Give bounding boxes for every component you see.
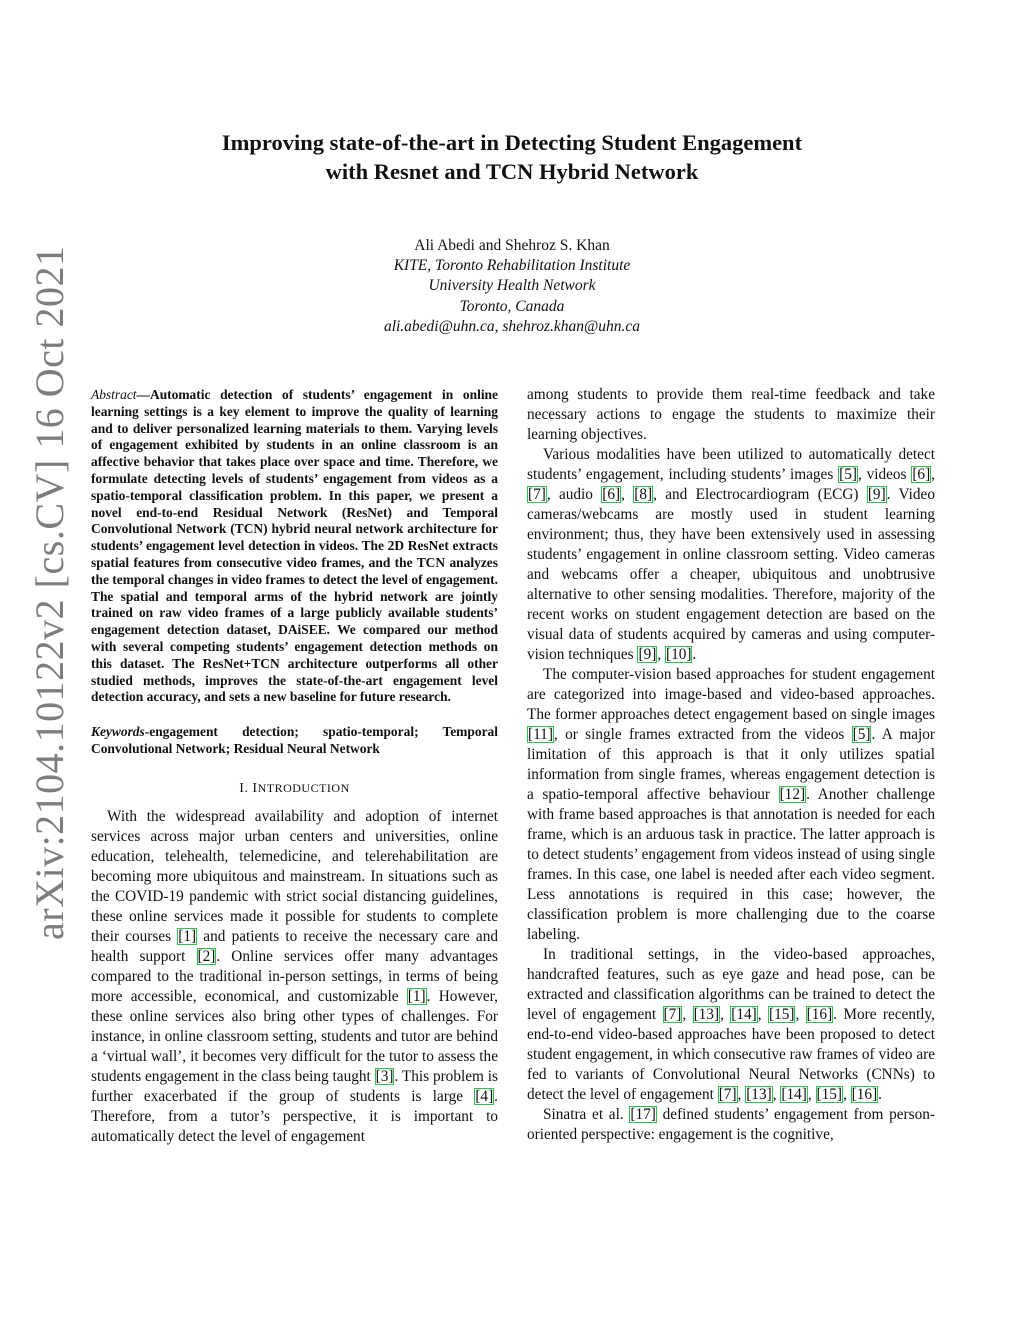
text-run: , videos xyxy=(857,466,912,483)
text-run: defined students’ engagement from person-oriented perspective: engagement is the cognitive, xyxy=(527,1106,935,1143)
citation-link[interactable]: [13] xyxy=(693,1006,720,1023)
citation-link[interactable]: [14] xyxy=(731,1006,757,1023)
author-emails: ali.abedi@uhn.ca, shehroz.khan@uhn.ca xyxy=(383,317,641,335)
citation-link[interactable]: [7] xyxy=(528,486,546,503)
text-run: . Video cameras/webcams are mostly used in student learning environment; thus, they have been extensively used in assessing students’ engagement in online classroom setting. Video cameras and webcams offer a cheaper, ubiquitous and unobtrusive alternative to other sensing modalities. Therefore, majority of the recent works on student engagement detection are based on the visual data of students acquired by cameras and using computer-vision techniques xyxy=(527,486,935,663)
text-run: With the widespread availability and adoption of internet services across major urban centers and universities, online education, telehealth, telemedicine, and telerehabilitation are becoming more ubiquitous and mainstream. In situations such as the COVID-19 pandemic with strict social distancing guidelines, these online services made it possible for students to complete their courses xyxy=(91,807,498,945)
citation-link[interactable]: [13] xyxy=(746,1086,772,1103)
citation-link[interactable]: [12] xyxy=(779,786,806,803)
text-run: . xyxy=(878,1086,882,1103)
text-run: , xyxy=(772,1086,781,1103)
intro-paragraph-modalities xyxy=(527,445,935,665)
intro-paragraph-1 xyxy=(91,807,498,1147)
author-names: Ali Abedi and Shehroz S. Khan xyxy=(414,237,610,254)
citation-link[interactable]: [6] xyxy=(602,486,621,503)
citation-link[interactable]: [14] xyxy=(781,1086,807,1103)
text-run: and patients to receive the necessary care and health support xyxy=(91,927,498,965)
citation-link[interactable]: [7] xyxy=(663,1006,682,1023)
section-heading-introduction xyxy=(91,778,498,799)
citation-link[interactable]: [17] xyxy=(630,1106,656,1123)
keywords xyxy=(91,724,498,758)
intro-paragraph-traditional xyxy=(527,945,935,1105)
text-run: , xyxy=(795,1006,806,1023)
text-run: , xyxy=(807,1086,816,1103)
text-run: , xyxy=(720,1006,731,1023)
text-run: . A major limitation of this approach is that it only utilizes spatial information from single frames, whereas engagement detection is a spatio-temporal affective behaviour xyxy=(527,726,935,803)
citation-link[interactable]: [10] xyxy=(665,646,692,663)
text-run: among students to provide them real-time feedback and take necessary actions to engage the students to maximize their learning objectives. xyxy=(527,386,935,443)
author-affiliation-1: KITE, Toronto Rehabilitation Institute xyxy=(393,257,631,275)
abstract xyxy=(91,387,498,706)
text-run: . Therefore, from a tutor’s perspective, it is important to automatically detect the level of engagement xyxy=(91,1087,498,1145)
author-affiliation-2: University Health Network xyxy=(428,277,596,295)
text-run: , audio xyxy=(546,486,602,503)
text-run: , or single frames extracted from the videos xyxy=(553,726,852,743)
citation-link[interactable]: [15] xyxy=(816,1086,843,1103)
text-run: , xyxy=(931,466,935,483)
citation-link[interactable]: [16] xyxy=(851,1086,878,1103)
text-run: . This problem is further exacerbated if the group of students is large xyxy=(91,1067,498,1105)
keywords-text: -engagement detection; spatio-temporal; Temporal Convolutional Network; Residual Neural Network xyxy=(91,724,498,756)
text-run: , and Electrocardiogram (ECG) xyxy=(653,486,867,503)
abstract-label: Abstract xyxy=(91,387,137,402)
text-run: , xyxy=(682,1006,693,1023)
text-run: , xyxy=(757,1006,768,1023)
paper-title xyxy=(120,128,904,186)
citation-link[interactable]: [5] xyxy=(839,466,857,483)
title-line-2: with Resnet and TCN Hybrid Network xyxy=(325,159,699,184)
text-run: . Another challenge with frame based approaches is that annotation is needed for each frame, which is an arduous task in practice. The latter approach is to detect students’ engagement from videos instead of using single frames. In this case, one label is needed after each video segment. Less annotations is required in this case; however, the classification problem is more challenging due to the coarse labeling. xyxy=(527,786,935,943)
text-run: . xyxy=(692,646,697,663)
text-run: , xyxy=(657,646,665,663)
left-column xyxy=(91,387,498,1147)
right-column xyxy=(527,385,935,1145)
author-block xyxy=(200,236,824,337)
section-title-initial: I xyxy=(252,780,258,796)
arxiv-identifier: arXiv:2104.10122v2 [cs.CV] 16 Oct 2021 xyxy=(27,245,72,940)
section-title-rest: NTRODUCTION xyxy=(257,780,350,795)
text-run: The computer-vision based approaches for student engagement are categorized into image-based and video-based approaches. The former approaches detect engagement based on single images xyxy=(527,666,935,723)
text-run: . Online services offer many advantages compared to the traditional in-person settings, in terms of being more accessible, economical, and customizable xyxy=(91,947,499,1005)
keywords-label: Keywords xyxy=(91,724,145,740)
text-run: Various modalities have been utilized to automatically detect students’ engagement, including students’ images xyxy=(527,446,935,483)
citation-link[interactable]: [16] xyxy=(806,1006,833,1023)
intro-paragraph-continued xyxy=(527,385,935,445)
text-run: , xyxy=(621,486,634,503)
title-line-1: Improving state-of-the-art in Detecting Student Engagement xyxy=(221,130,803,155)
text-run: . However, these online services also bring other types of challenges. For instance, in online classroom setting, students and tutor are behind a ‘virtual wall’, it becomes very difficult for the tutor to assess the students engagement in the class being taught xyxy=(91,987,498,1085)
text-run: , xyxy=(843,1086,851,1103)
text-run: . More recently, end-to-end video-based approaches have been proposed to detect student engagement, in which consecutive raw frames of video are fed to variants of Convolutional Neural Networks (CNNs) to detect the level of engagement xyxy=(527,1006,935,1103)
text-run: , xyxy=(737,1086,746,1103)
citation-link[interactable]: [2] xyxy=(197,947,216,965)
citation-link[interactable]: [1] xyxy=(407,987,426,1005)
citation-link[interactable]: [5] xyxy=(852,726,871,743)
citation-link[interactable]: [1] xyxy=(178,927,197,945)
author-location: Toronto, Canada xyxy=(459,297,565,315)
citation-link[interactable]: [15] xyxy=(768,1006,795,1023)
citation-link[interactable]: [6] xyxy=(912,466,931,483)
section-number: I. xyxy=(239,780,249,796)
text-run: In traditional settings, in the video-based approaches, handcrafted features, such as eye gaze and head pose, can be extracted and classification algorithms can be trained to detect the level of engagement xyxy=(527,946,935,1023)
intro-paragraph-approaches xyxy=(527,665,935,945)
citation-link[interactable]: [11] xyxy=(528,726,553,743)
citation-link[interactable]: [4] xyxy=(475,1087,494,1105)
text-run: Sinatra et al. xyxy=(543,1106,630,1123)
intro-paragraph-definition xyxy=(527,1105,935,1145)
citation-link[interactable]: [3] xyxy=(375,1067,394,1085)
citation-link[interactable]: [9] xyxy=(638,646,657,663)
citation-link[interactable]: [8] xyxy=(634,486,653,503)
citation-link[interactable]: [7] xyxy=(718,1086,737,1103)
citation-link[interactable]: [9] xyxy=(867,486,886,503)
abstract-text: —Automatic detection of students’ engagement in online learning settings is a key element to improve the quality of learning and to deliver personalized learning materials to them. Varying levels of engagement exhibited by students in an online classroom is an affective behavior that takes place over space and time. Therefore, we formulate detecting levels of students’ engagement from videos as a spatio-temporal classification problem. In this paper, we present a novel end-to-end Residual Network (ResNet) and Temporal Convolutional Network (TCN) hybrid neural network architecture for students’ engagement level detection in videos. The 2D ResNet extracts spatial features from consecutive video frames, and the TCN analyzes the temporal changes in video frames to detect the level of engagement. The spatial and temporal arms of the hybrid network are jointly trained on raw video frames of a large publicly available students’ engagement detection dataset, DAiSEE. We compared our method with several competing students’ engagement detection methods on this dataset. The ResNet+TCN architecture outperforms all other studied methods, improves the state-of-the-art engagement level detection accuracy, and sets a new baseline for future research. xyxy=(91,387,498,705)
